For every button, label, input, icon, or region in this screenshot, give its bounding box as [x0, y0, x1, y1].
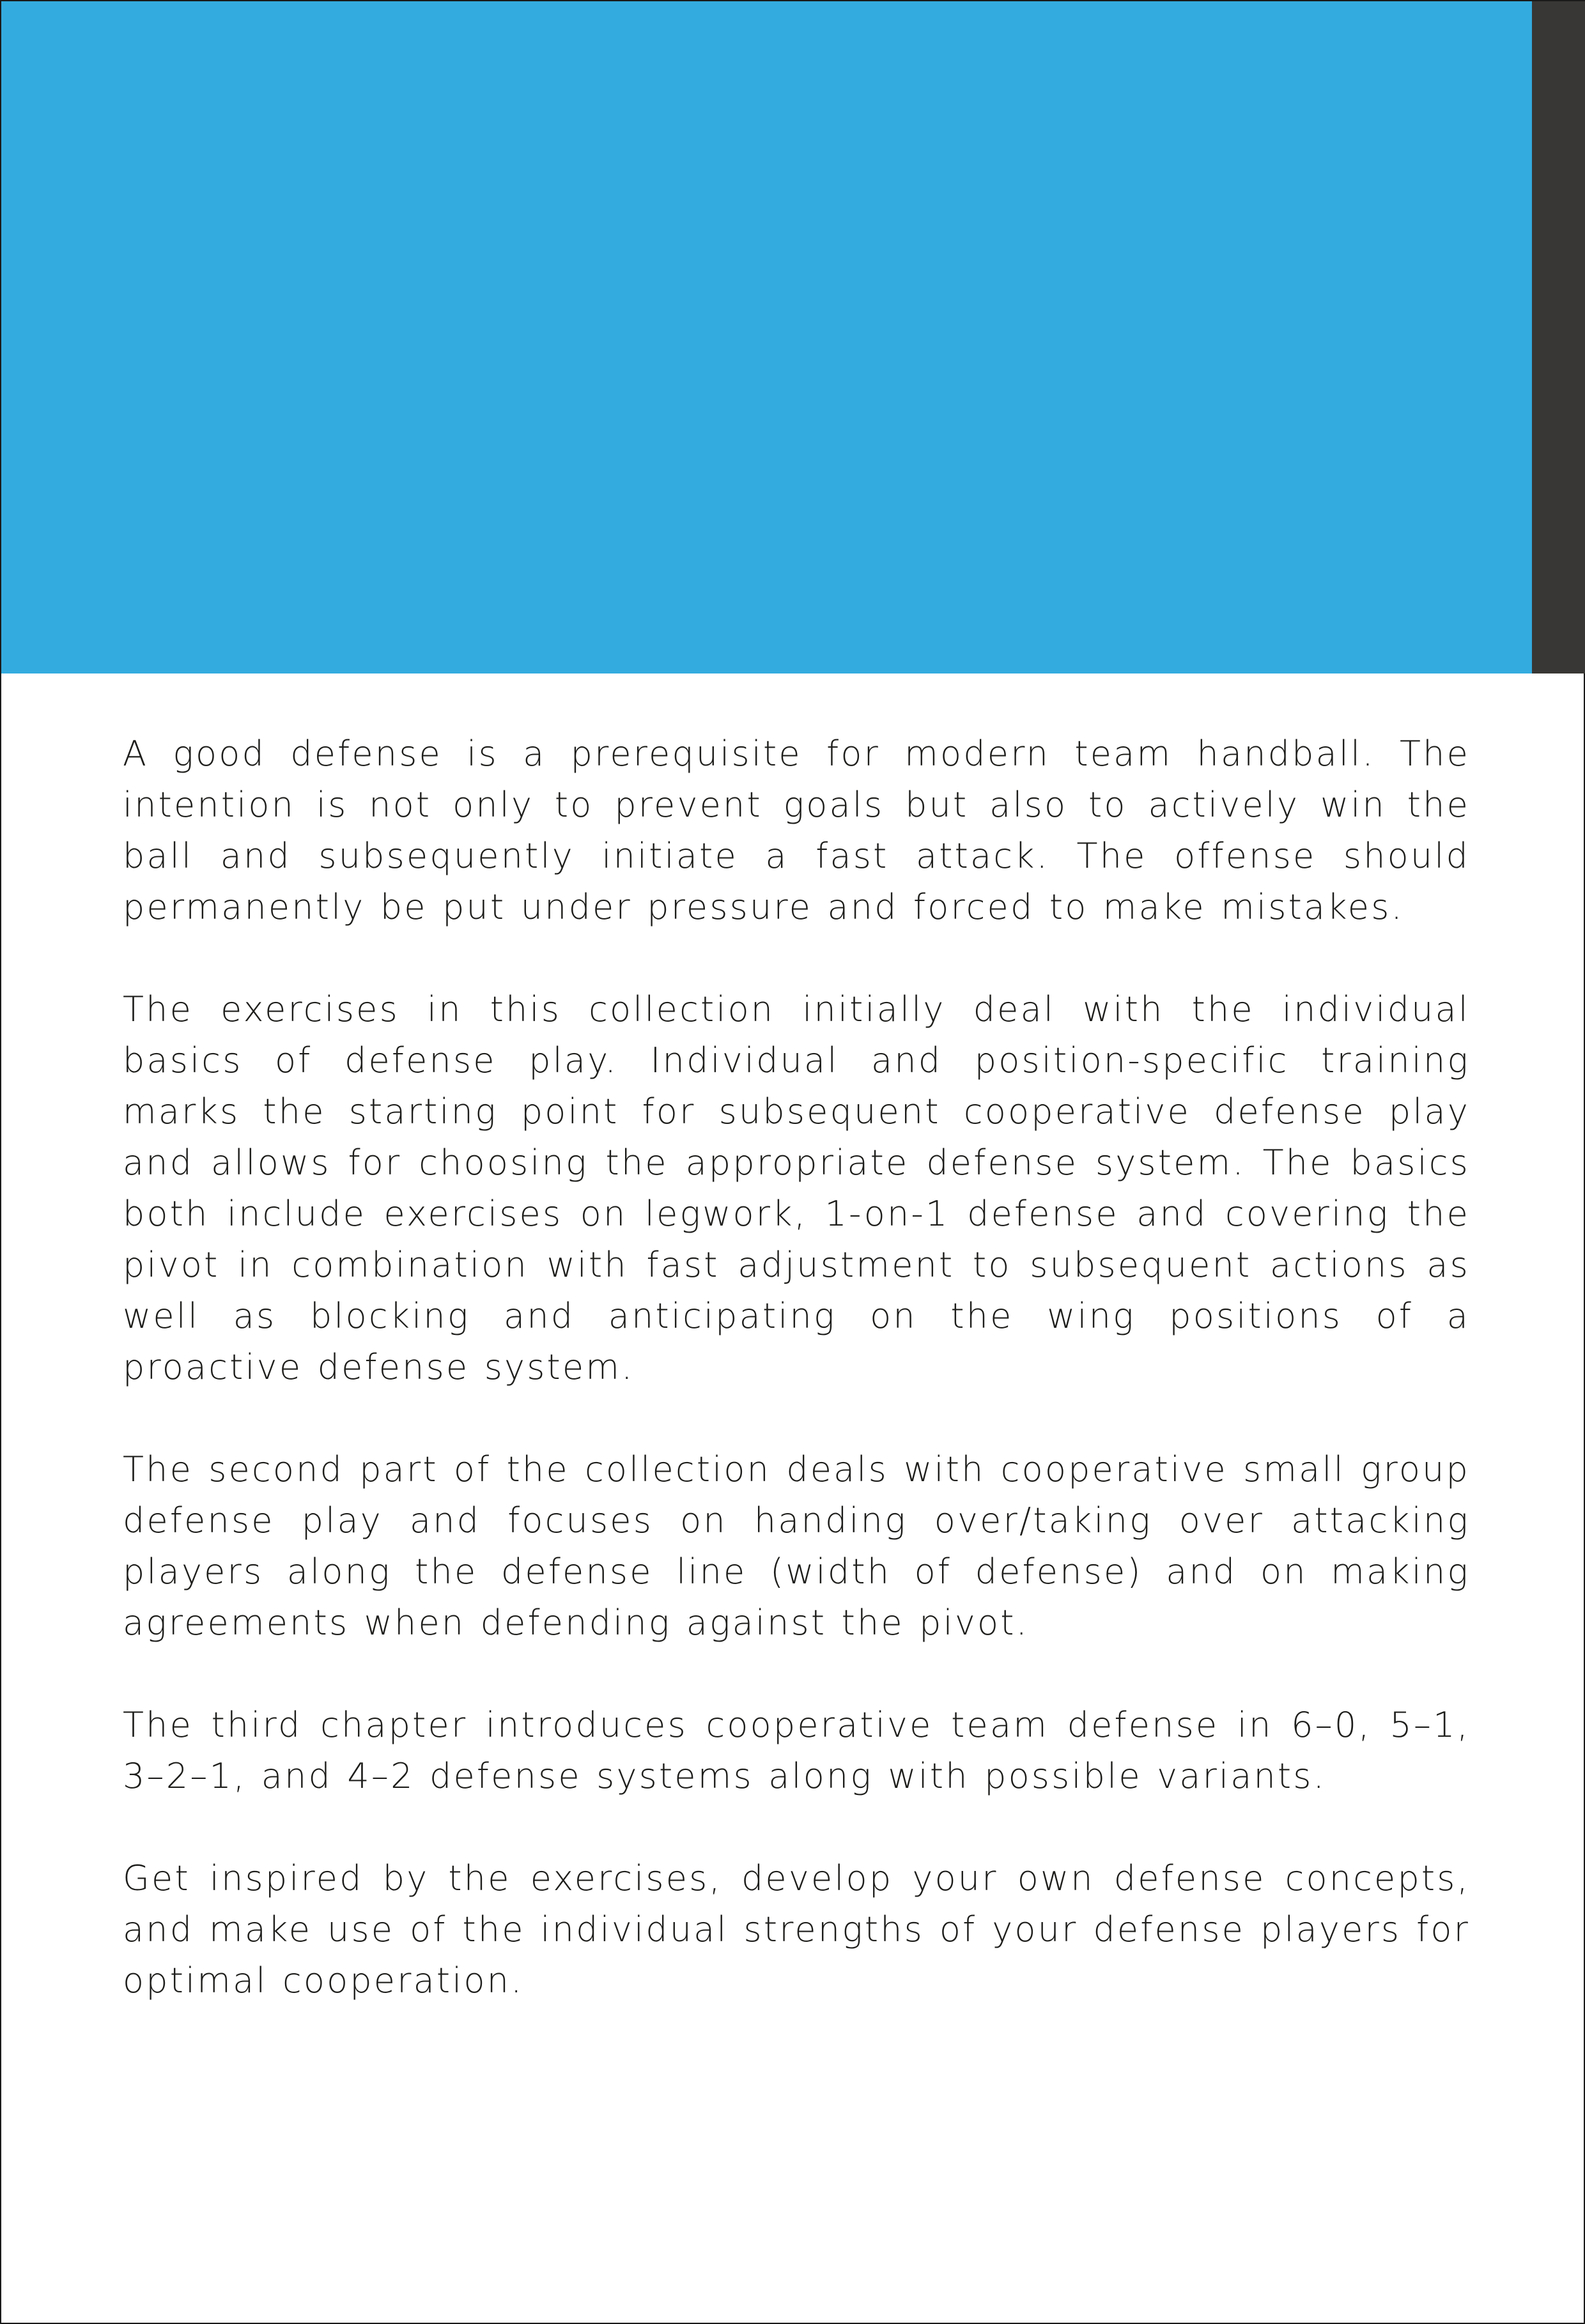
- top-color-banner: [1, 1, 1532, 673]
- blurb-paragraph-2: The exercises in this collection initially deal with the individual basics of defense play. Individual and position-specific training marks the starting point for subsequent cooperative defense play and allows for choosing the appropriate defense system. The basics both include exercises on legwork, 1-on-1 defense and covering the pivot in combination with fast adjustment to subsequent actions as well as blocking and anticipating on the wing positions of a proactive defense system.: [123, 989, 1470, 1387]
- blurb-text: [123, 728, 1470, 2058]
- blurb-paragraph-1: A good defense is a prerequisite for modern team handball. The intention is not only to prevent goals but also to actively win the ball and subsequently initiate a fast attack. The offense should permanently be put under pressure and forced to make mistakes.: [123, 734, 1470, 927]
- blurb-paragraph-3: The second part of the collection deals with cooperative small group defense play and focuses on handing over/taking over attacking players along the defense line (width of defense) and on making agreements when defending against the pivot.: [123, 1449, 1470, 1643]
- blurb-paragraph-5: Get inspired by the exercises, develop your own defense concepts, and make use of the individual strengths of your defense players for optimal cooperation.: [123, 1858, 1470, 2001]
- blurb-paragraph-4: The third chapter introduces cooperative team defense in 6–0, 5–1, 3–2–1, and 4–2 defense systems along with possible variants.: [123, 1705, 1470, 1796]
- side-spine-stripe: [1532, 1, 1585, 673]
